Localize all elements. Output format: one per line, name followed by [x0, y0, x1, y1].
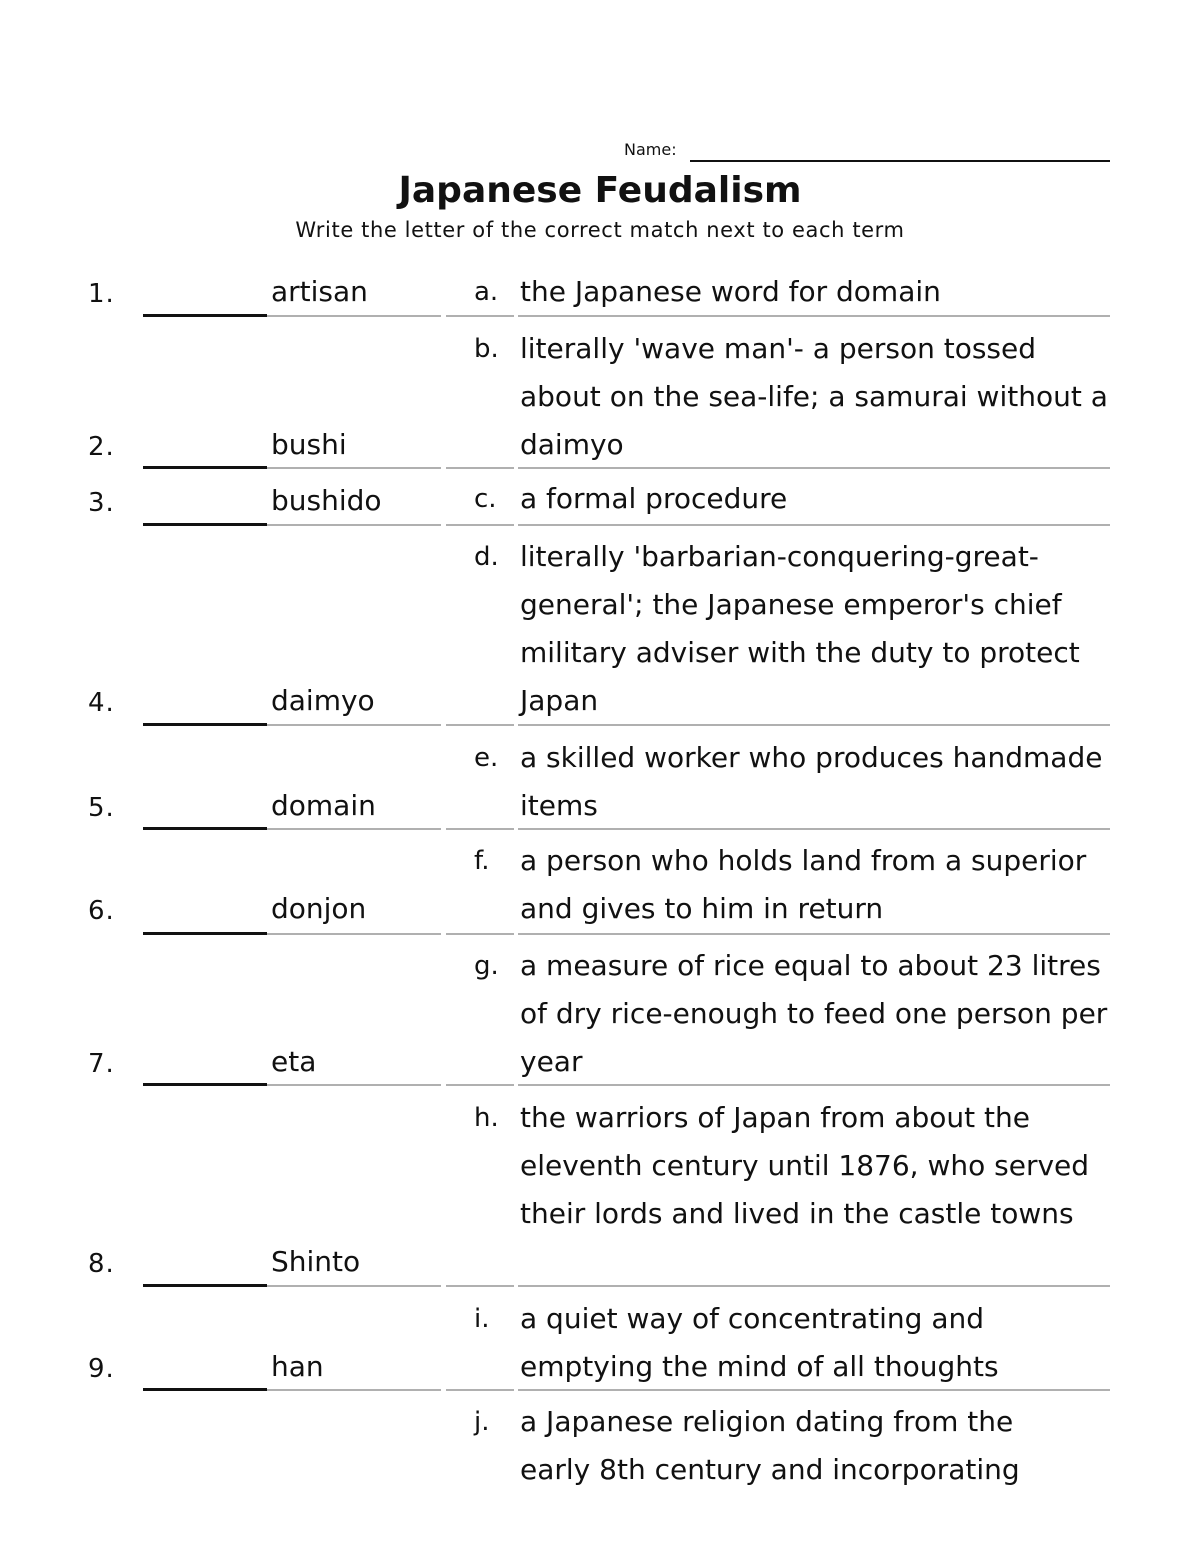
definition-letter: i.: [474, 1304, 490, 1334]
answer-blank[interactable]: [143, 723, 267, 726]
term-number: 9.: [88, 1354, 115, 1384]
term-number: 5.: [88, 793, 115, 823]
answer-blank[interactable]: [143, 932, 267, 935]
definition-letter: e.: [474, 743, 499, 773]
definition-rule: [518, 724, 1110, 726]
letter-rule: [446, 467, 514, 469]
term-label: artisan: [271, 275, 368, 308]
definition-rule: [518, 467, 1110, 469]
definition-letter: f.: [474, 846, 490, 876]
definition-rule: [518, 524, 1110, 526]
name-field-line: [690, 160, 1110, 162]
definition-letter: g.: [474, 951, 499, 981]
answer-blank[interactable]: [143, 523, 267, 526]
definition-letter: d.: [474, 542, 499, 572]
match-row: [0, 1398, 1200, 1498]
definition-rule: [518, 1285, 1110, 1287]
term-number: 3.: [88, 488, 115, 518]
letter-rule: [446, 1285, 514, 1287]
term-label: domain: [271, 789, 376, 822]
definition-text: a measure of rice equal to about 23 litres of dry rice-enough to feed one person per year: [520, 949, 1108, 1078]
definition-rule: [518, 933, 1110, 935]
match-row: [0, 1094, 1200, 1290]
match-row: [0, 734, 1200, 834]
definition-text: the warriors of Japan from about the eleventh century until 1876, who served their lords and lived in the castle towns: [520, 1101, 1090, 1230]
term-number: 4.: [88, 688, 115, 718]
definition-rule: [518, 1389, 1110, 1391]
definition-letter: b.: [474, 334, 499, 364]
letter-rule: [446, 828, 514, 830]
definition-text: a Japanese religion dating from the early 8th century and incorporating: [520, 1405, 1020, 1486]
term-rule: [267, 1389, 441, 1391]
definition-text: a skilled worker who produces handmade items: [520, 741, 1103, 822]
worksheet-instructions: Write the letter of the correct match next to each term: [295, 218, 905, 242]
letter-rule: [446, 1389, 514, 1391]
match-row: [0, 268, 1200, 318]
term-label: daimyo: [271, 684, 375, 717]
term-label: han: [271, 1350, 324, 1383]
definition-letter: c.: [474, 484, 497, 514]
answer-blank[interactable]: [143, 1083, 267, 1086]
term-label: eta: [271, 1045, 317, 1078]
definition-text: the Japanese word for domain: [520, 275, 941, 308]
term-number: 7.: [88, 1049, 115, 1079]
term-label: donjon: [271, 892, 367, 925]
match-row: [0, 942, 1200, 1088]
definition-letter: a.: [474, 277, 499, 307]
term-number: 2.: [88, 432, 115, 462]
term-rule: [267, 1285, 441, 1287]
answer-blank[interactable]: [143, 1388, 267, 1391]
term-number: 6.: [88, 896, 115, 926]
definition-rule: [518, 315, 1110, 317]
term-rule: [267, 1084, 441, 1086]
definition-rule: [518, 1084, 1110, 1086]
term-label: bushi: [271, 428, 347, 461]
match-row: [0, 533, 1200, 729]
term-rule: [267, 828, 441, 830]
definition-text: a person who holds land from a superior and gives to him in return: [520, 844, 1087, 925]
name-label: Name:: [624, 140, 677, 159]
definition-text: literally 'barbarian-conquering-great-general'; the Japanese emperor's chief military adviser with the duty to protect Japan: [520, 540, 1080, 717]
match-row: [0, 1295, 1200, 1395]
answer-blank[interactable]: [143, 1284, 267, 1287]
match-row: [0, 325, 1200, 471]
letter-rule: [446, 315, 514, 317]
term-number: 1.: [88, 279, 115, 309]
letter-rule: [446, 724, 514, 726]
term-rule: [267, 933, 441, 935]
letter-rule: [446, 524, 514, 526]
term-label: bushido: [271, 484, 382, 517]
definition-text: a quiet way of concentrating and emptying the mind of all thoughts: [520, 1302, 999, 1383]
letter-rule: [446, 1084, 514, 1086]
definition-rule: [518, 828, 1110, 830]
term-rule: [267, 524, 441, 526]
term-number: 8.: [88, 1249, 115, 1279]
match-row: [0, 837, 1200, 939]
definition-letter: j.: [474, 1407, 490, 1437]
letter-rule: [446, 933, 514, 935]
term-rule: [267, 724, 441, 726]
answer-blank[interactable]: [143, 466, 267, 469]
term-rule: [267, 315, 441, 317]
answer-blank[interactable]: [143, 827, 267, 830]
match-row: [0, 477, 1200, 529]
definition-text: literally 'wave man'- a person tossed about on the sea-life; a samurai without a daimyo: [520, 332, 1108, 461]
worksheet-title: Japanese Feudalism: [398, 170, 802, 211]
answer-blank[interactable]: [143, 314, 267, 317]
definition-text: a formal procedure: [520, 482, 788, 515]
definition-letter: h.: [474, 1103, 499, 1133]
term-label: Shinto: [271, 1245, 361, 1278]
term-rule: [267, 467, 441, 469]
